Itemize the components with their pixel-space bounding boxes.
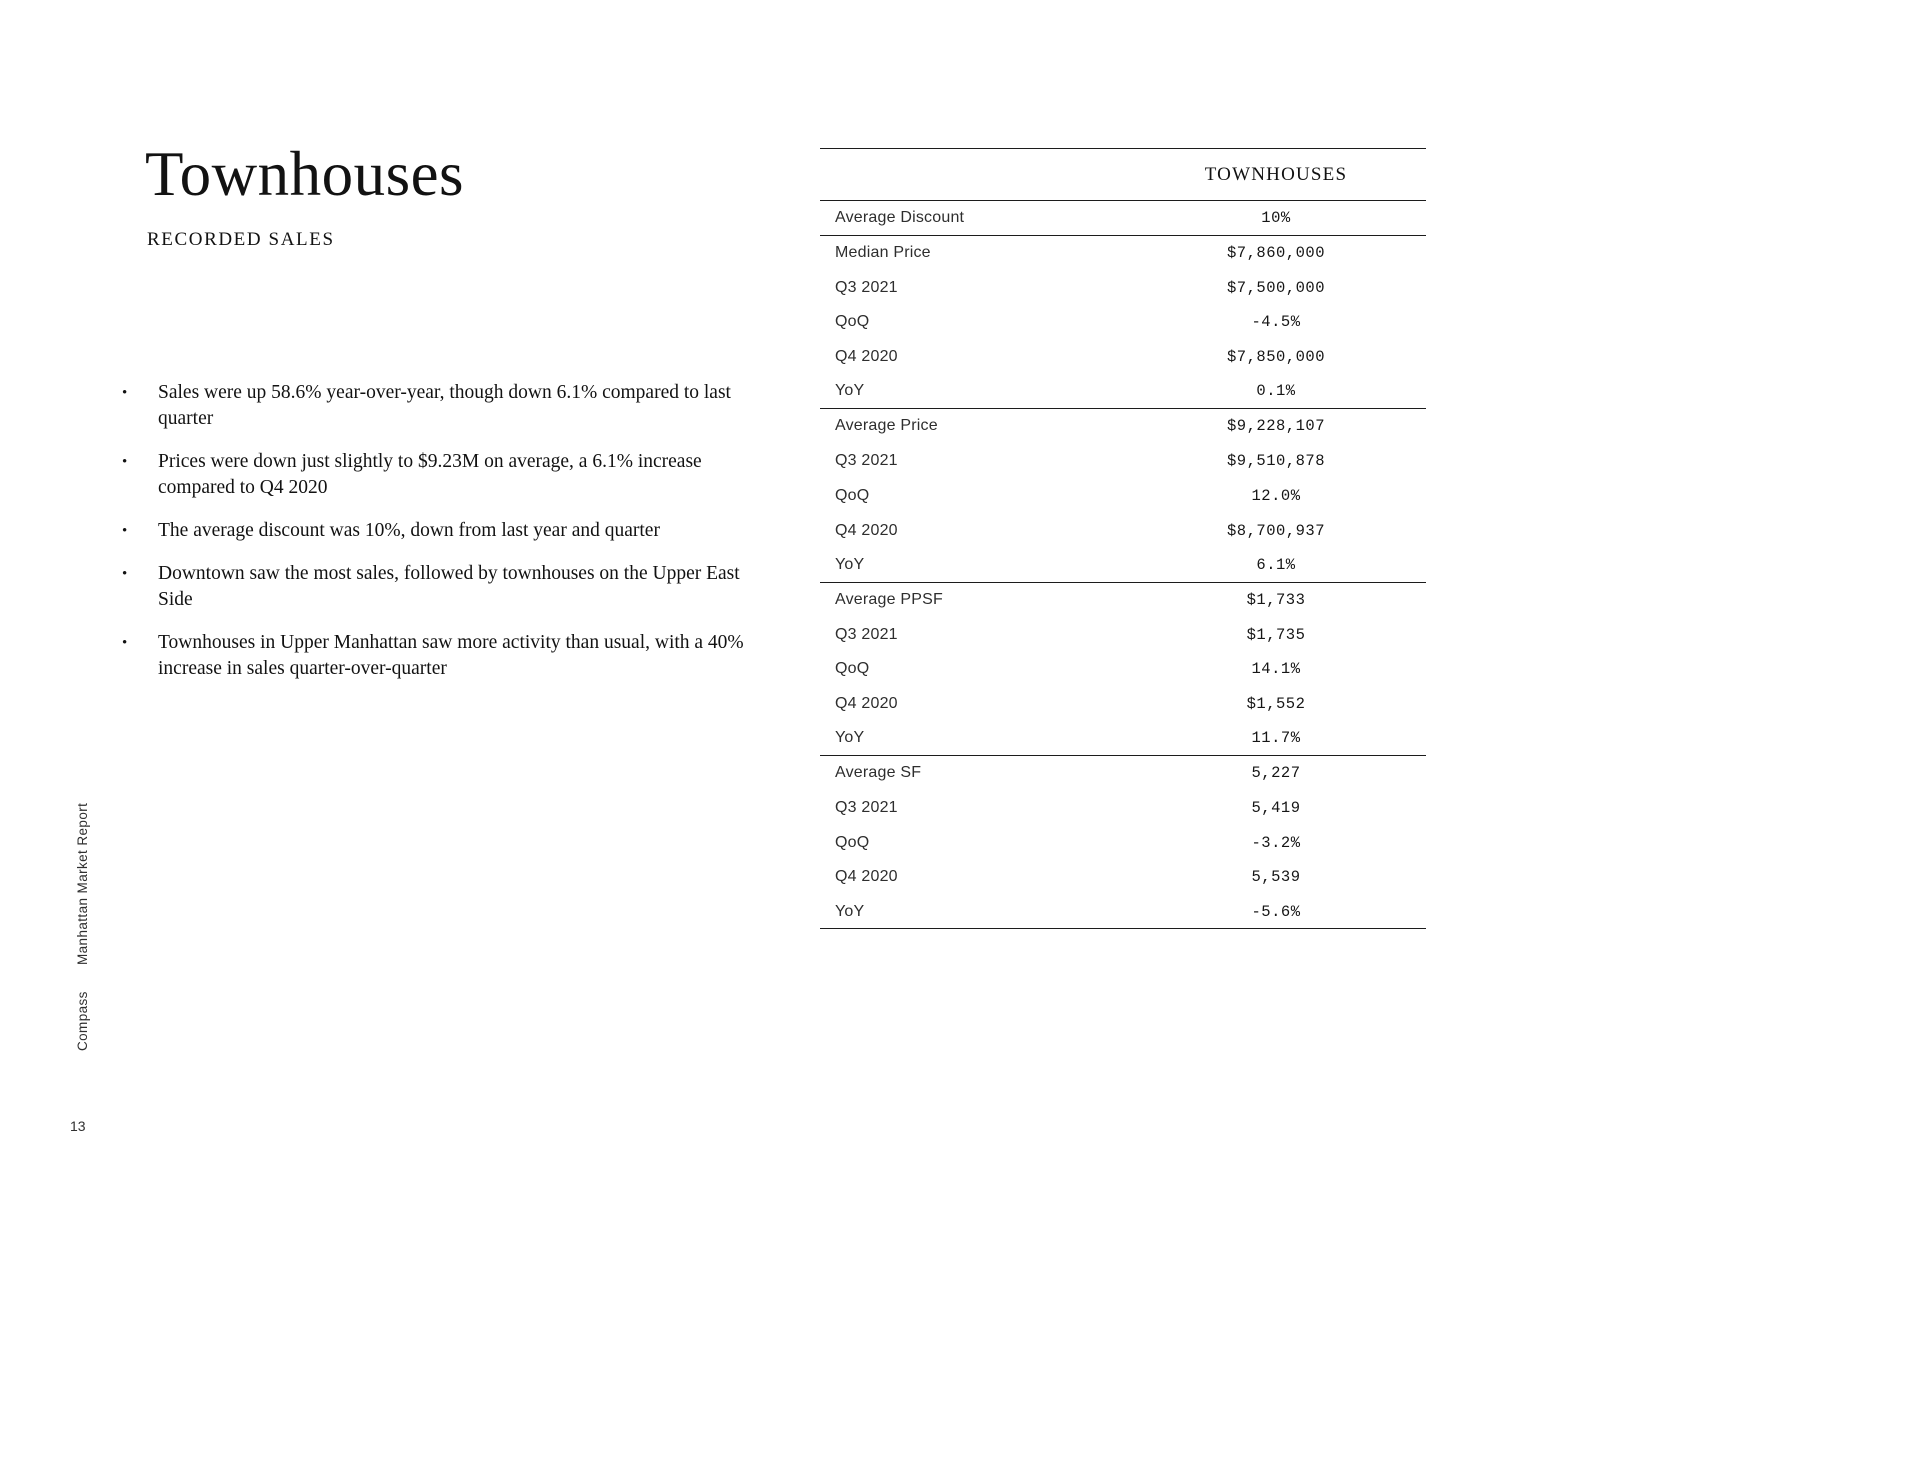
bullet-marker: •	[122, 385, 128, 401]
table-row	[820, 270, 1426, 305]
table-row	[820, 860, 1426, 895]
row-value: $1,733	[1246, 590, 1306, 609]
table-row	[820, 687, 1426, 722]
row-label: Average Price	[835, 417, 938, 435]
row-value: $9,228,107	[1226, 417, 1325, 436]
bullet-marker: •	[122, 635, 128, 651]
table-row	[820, 895, 1426, 930]
row-value: 12.0%	[1251, 486, 1301, 505]
row-value: $7,500,000	[1226, 278, 1325, 297]
row-label: Average Discount	[835, 208, 965, 226]
bullet-item	[120, 518, 766, 544]
townhouses-table	[820, 148, 1426, 929]
row-label: QoQ	[835, 660, 870, 678]
bullet-item	[120, 449, 766, 501]
table-row	[820, 305, 1426, 340]
row-label: YoY	[835, 555, 865, 573]
row-value: -5.6%	[1251, 902, 1301, 921]
row-label: Q3 2021	[835, 278, 898, 296]
row-value: $1,552	[1246, 694, 1306, 713]
sidebar-brand-label: Compass	[75, 991, 90, 1051]
row-label: Q3 2021	[835, 799, 898, 817]
table-row	[820, 721, 1426, 756]
row-value: 5,539	[1251, 868, 1301, 887]
row-value: 14.1%	[1251, 660, 1301, 679]
section-subtitle: RECORDED SALES	[147, 229, 335, 250]
row-value: 10%	[1261, 208, 1291, 227]
row-value: 5,227	[1251, 764, 1301, 783]
table-row	[820, 444, 1426, 479]
table-row	[820, 756, 1426, 791]
bullet-item	[120, 630, 766, 682]
table-row	[820, 617, 1426, 652]
table-row	[820, 825, 1426, 860]
row-label: QoQ	[835, 486, 870, 504]
row-label: Q4 2020	[835, 694, 898, 712]
row-value: 0.1%	[1256, 382, 1296, 401]
row-value: $1,735	[1246, 625, 1306, 644]
table-row	[820, 236, 1426, 271]
row-label: Average SF	[835, 764, 922, 782]
bullet-text: Townhouses in Upper Manhattan saw more activity than usual, with a 40% increase in sales quarter-over-quarter	[158, 632, 744, 679]
table-header-row	[820, 149, 1426, 201]
row-label: Average PPSF	[835, 590, 943, 608]
table-row	[820, 513, 1426, 548]
row-label: Median Price	[835, 244, 931, 262]
row-label: Q3 2021	[835, 625, 898, 643]
table-header-label: TOWNHOUSES	[1204, 163, 1348, 185]
page-number: 13	[70, 1118, 86, 1134]
row-label: Q4 2020	[835, 521, 898, 539]
row-value: 5,419	[1251, 799, 1301, 818]
table-row	[820, 409, 1426, 444]
row-label: QoQ	[835, 313, 870, 331]
row-label: YoY	[835, 382, 865, 400]
bullet-marker: •	[122, 523, 128, 539]
table-row	[820, 583, 1426, 618]
row-value: $7,850,000	[1226, 348, 1325, 367]
row-value: -3.2%	[1251, 833, 1301, 852]
row-value: $8,700,937	[1226, 521, 1325, 540]
table-row	[820, 340, 1426, 375]
bullet-item	[120, 561, 766, 613]
row-label: YoY	[835, 729, 865, 747]
page-title: Townhouses	[145, 139, 465, 209]
bullet-text: Downtown saw the most sales, followed by townhouses on the Upper East Side	[158, 563, 740, 610]
row-value: $7,860,000	[1226, 244, 1325, 263]
row-value: $9,510,878	[1226, 452, 1325, 471]
bullet-text: Sales were up 58.6% year-over-year, though down 6.1% compared to last quarter	[158, 382, 731, 429]
bullet-marker: •	[122, 454, 128, 470]
row-value: 6.1%	[1256, 555, 1296, 574]
table-row	[820, 791, 1426, 826]
table-row	[820, 479, 1426, 514]
row-label: QoQ	[835, 833, 870, 851]
bullet-text: Prices were down just slightly to $9.23M on average, a 6.1% increase compared to Q4 2020	[158, 451, 702, 498]
row-label: Q4 2020	[835, 348, 898, 366]
row-value: 11.7%	[1251, 729, 1301, 748]
bullet-marker: •	[122, 566, 128, 582]
row-label: Q4 2020	[835, 868, 898, 886]
table-row	[820, 374, 1426, 409]
row-value: -4.5%	[1251, 313, 1301, 332]
bullet-list	[120, 380, 766, 699]
row-label: Q3 2021	[835, 452, 898, 470]
bullet-item	[120, 380, 766, 432]
bullet-text: The average discount was 10%, down from last year and quarter	[158, 520, 660, 541]
table-row	[820, 201, 1426, 236]
table-row	[820, 548, 1426, 583]
row-label: YoY	[835, 902, 865, 920]
table-row	[820, 652, 1426, 687]
sidebar-report-label: Manhattan Market Report	[75, 802, 90, 965]
